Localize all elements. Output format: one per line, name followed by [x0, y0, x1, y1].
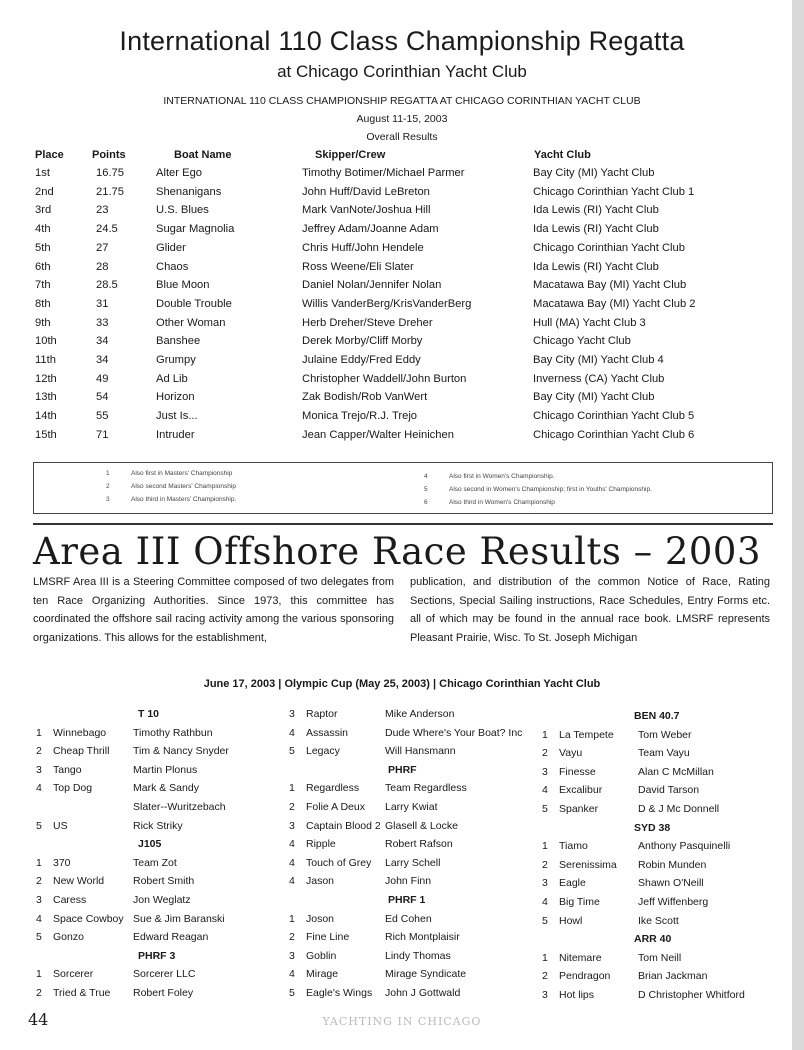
place-cell: 4th	[35, 223, 51, 236]
club-cell: Ida Lewis (RI) Yacht Club	[533, 223, 659, 236]
event-dates: August 11-15, 2003	[356, 113, 448, 125]
footnote-text: Also third in Women's Championship	[449, 499, 555, 506]
club-cell: Bay City (MI) Yacht Club	[533, 391, 655, 404]
club-cell: Chicago Corinthian Yacht Club 5	[533, 410, 695, 423]
place: 2	[36, 875, 42, 888]
place: 3	[542, 989, 548, 1001]
club-cell: Chicago Corinthian Yacht Club 1	[533, 185, 695, 198]
place: 4	[542, 784, 548, 797]
place: 4	[542, 896, 548, 908]
page-title: International 110 Class Championship Regatta	[119, 26, 685, 56]
skipper-name: Brian Jackman	[638, 970, 708, 983]
boat-cell: Sugar Magnolia	[156, 223, 235, 236]
table-row	[0, 279, 804, 297]
place: 5	[36, 931, 42, 944]
footnote-text: Also first in Masters' Championship	[131, 470, 233, 477]
club-cell: Macatawa Bay (MI) Yacht Club	[533, 279, 687, 292]
result-row	[0, 708, 800, 726]
boat-name: Jason	[306, 875, 335, 888]
boat-name: Folie A Deux	[306, 801, 365, 813]
result-row	[0, 989, 800, 1007]
table-row	[0, 373, 804, 391]
result-row	[0, 726, 800, 747]
skipper-name: Larry Kwiat	[385, 801, 438, 813]
page-subtitle: at Chicago Corinthian Yacht Club	[277, 62, 527, 81]
boat-cell: Just Is...	[156, 410, 198, 423]
boat-name: Legacy	[306, 745, 340, 758]
footnote-text: Also first in Women's Championship.	[449, 473, 555, 480]
place: 5	[542, 914, 548, 927]
intro-paragraph-right: publication, and distribution of the common Notice of Race, Rating Sections, Special Sailing instructions, Race Schedules, Entry Forms etc. all of which may be found in the annual race book. LMSRF represents Pleasant Prairie, Wisc. To St. Joseph Michigan	[410, 576, 770, 644]
skipper-name: Anthony Pasquinelli	[638, 840, 731, 853]
boat-name: Sorcerer	[53, 968, 94, 981]
boat-name: Mirage	[306, 968, 339, 981]
skipper-cell: Julaine Eddy/Fred Eddy	[302, 354, 421, 366]
skipper-name: D Christopher Whitford	[638, 989, 745, 1001]
skipper-name: Ike Scott	[638, 914, 679, 927]
points-cell: 49	[96, 372, 109, 385]
footnote-num: 5	[424, 486, 428, 493]
col-header-boat: Boat Name	[174, 149, 232, 161]
place: 2	[542, 747, 548, 760]
race-heading: June 17, 2003 | Olympic Cup (May 25, 2003) | Chicago Corinthian Yacht Club	[203, 678, 601, 690]
place: 2	[542, 970, 548, 983]
table-row	[0, 167, 804, 185]
boat-name: New World	[53, 875, 105, 888]
table-row	[0, 429, 804, 447]
boat-cell: Double Trouble	[156, 297, 232, 310]
place: 4	[36, 912, 42, 925]
place: 2	[289, 801, 295, 813]
skipper-cell: Ross Weene/Eli Slater	[302, 260, 414, 273]
skipper-cell: Timothy Botimer/Michael Parmer	[302, 167, 465, 179]
place: 4	[36, 782, 42, 795]
boat-name: Captain Blood 2	[306, 819, 381, 832]
place-cell: 8th	[35, 297, 51, 310]
club-cell: Inverness (CA) Yacht Club	[533, 372, 665, 385]
skipper-name: Robert Rafson	[385, 838, 453, 851]
place: 2	[36, 745, 42, 758]
skipper-name: Sorcerer LLC	[133, 968, 196, 981]
points-cell: 34	[96, 335, 109, 348]
skipper-name: Mirage Syndicate	[385, 968, 467, 981]
points-cell: 55	[96, 410, 109, 423]
section-title: Area III Offshore Race Results – 2003	[33, 530, 761, 573]
place: 3	[289, 708, 295, 720]
skipper-cell: Monica Trejo/R.J. Trejo	[302, 410, 418, 423]
place: 3	[289, 949, 295, 962]
table-row	[0, 204, 804, 222]
place: 3	[542, 877, 548, 890]
place: 1	[542, 728, 548, 741]
place: 1	[36, 726, 42, 739]
table-row	[0, 317, 804, 335]
place: 1	[542, 951, 548, 964]
result-row	[0, 931, 800, 949]
skipper-cell: Christopher Waddell/John Burton	[302, 372, 467, 385]
overall-results-label: Overall Results	[366, 131, 438, 143]
class-heading: SYD 38	[634, 821, 671, 834]
skipper-cell: John Huff/David LeBreton	[302, 185, 430, 198]
skipper-name: Tom Weber	[638, 728, 692, 741]
place-cell: 6th	[35, 260, 51, 273]
boat-name: Nitemare	[559, 951, 602, 964]
result-row	[0, 912, 800, 933]
points-cell: 28	[96, 260, 109, 273]
boat-name: Spanker	[559, 803, 599, 815]
points-cell: 71	[96, 428, 109, 441]
place: 3	[36, 763, 42, 776]
boat-cell: Chaos	[156, 260, 189, 273]
boat-cell: Glider	[156, 241, 186, 254]
result-row	[0, 784, 800, 802]
skipper-name: Edward Reagan	[133, 931, 209, 944]
boat-name: Touch of Grey	[306, 856, 372, 869]
boat-name: La Tempete	[559, 728, 614, 741]
boat-name: Hot lips	[559, 989, 595, 1001]
skipper-name: Glasell & Locke	[385, 819, 458, 832]
result-row	[0, 877, 800, 895]
result-row	[0, 803, 800, 821]
class-heading: T 10	[138, 708, 160, 720]
place: 2	[289, 931, 295, 944]
place: 1	[36, 856, 42, 869]
class-heading: PHRF 1	[388, 894, 426, 906]
boat-name: Space Cowboy	[53, 912, 124, 925]
skipper-name: Mark & Sandy	[133, 782, 199, 795]
boat-name: Eagle	[559, 877, 586, 890]
boat-name: Joson	[306, 912, 335, 925]
table-row	[0, 242, 804, 260]
points-cell: 54	[96, 391, 109, 404]
skipper-name: Larry Schell	[385, 856, 441, 869]
boat-cell: Other Woman	[156, 316, 226, 329]
class-heading: PHRF 3	[138, 949, 176, 962]
place: 2	[542, 858, 548, 871]
points-cell: 21.75	[96, 185, 124, 198]
place-cell: 10th	[35, 335, 57, 348]
place-cell: 12th	[35, 372, 57, 385]
skipper-name: Tim & Nancy Snyder	[133, 745, 229, 758]
place-cell: 15th	[35, 428, 57, 441]
boat-name: Assassin	[306, 726, 349, 739]
place-cell: 1st	[35, 167, 50, 179]
result-row	[0, 896, 800, 914]
boat-name: Fine Line	[306, 931, 350, 944]
points-cell: 16.75	[96, 167, 124, 179]
boat-name: Finesse	[559, 765, 596, 778]
skipper-name: Sue & Jim Baranski	[133, 912, 225, 925]
club-cell: Hull (MA) Yacht Club 3	[533, 316, 646, 329]
table-row	[0, 410, 804, 428]
footnote-text: Also third in Masters' Championship.	[131, 496, 237, 503]
boat-name: Ripple	[306, 838, 336, 851]
points-cell: 23	[96, 204, 109, 217]
place: 2	[36, 987, 42, 999]
place: 4	[289, 968, 295, 981]
skipper-cell: Derek Morby/Cliff Morby	[302, 335, 423, 348]
result-row	[0, 763, 800, 784]
result-row	[0, 856, 800, 877]
table-row	[0, 261, 804, 279]
skipper-name: Robert Foley	[133, 987, 194, 999]
result-row	[0, 840, 800, 858]
skipper-name: Martin Plonus	[133, 763, 198, 776]
skipper-name: John J Gottwald	[385, 987, 461, 999]
footnote-text: Also second in Women's Championship; first in Youths' Championship.	[449, 486, 652, 493]
place-cell: 14th	[35, 410, 57, 423]
skipper-cell: Jeffrey Adam/Joanne Adam	[302, 223, 439, 236]
col-header-place: Place	[35, 149, 64, 161]
boat-name: Tried & True	[53, 987, 111, 999]
club-cell: Chicago Corinthian Yacht Club 6	[533, 428, 695, 441]
class-heading: J105	[138, 838, 162, 851]
footnote-num: 3	[106, 496, 110, 503]
place-cell: 9th	[35, 316, 51, 329]
skipper-cell: Zak Bodish/Rob VanWert	[302, 391, 428, 404]
result-row	[0, 820, 800, 838]
intro-paragraph-left: LMSRF Area III is a Steering Committee composed of two delegates from ten Race Organizing Authorities. Since 1973, this committee has coordinated the offshore sail racing activity among the various sponsoring organizations. This allows for the establishment,	[33, 576, 394, 644]
place-cell: 7th	[35, 279, 51, 292]
skipper-name: David Tarson	[638, 784, 700, 797]
boat-name: Goblin	[306, 949, 337, 962]
points-cell: 28.5	[96, 279, 118, 292]
boat-name: Top Dog	[53, 782, 93, 795]
boat-name: Winnebago	[53, 726, 107, 739]
boat-name: 370	[53, 856, 71, 869]
footnote-num: 2	[106, 483, 110, 490]
skipper-name: Robin Munden	[638, 858, 707, 871]
skipper-name: John Finn	[385, 875, 432, 888]
footnote-num: 1	[106, 470, 110, 477]
skipper-name: Shawn O'Neill	[638, 877, 704, 890]
footnote-num: 4	[424, 473, 428, 480]
class-heading: BEN 40.7	[634, 710, 680, 722]
result-row	[0, 747, 800, 765]
place: 5	[36, 819, 42, 832]
club-cell: Chicago Corinthian Yacht Club	[533, 241, 685, 254]
table-row	[0, 354, 804, 372]
class-heading: PHRF	[388, 763, 417, 776]
boat-name: Serenissima	[559, 858, 617, 871]
skipper-name: Dude Where's Your Boat? Inc	[385, 726, 523, 739]
skipper-name: Tom Neill	[638, 951, 682, 964]
skipper-name: Jeff Wiffenberg	[638, 896, 709, 908]
skipper-name: Alan C McMillan	[638, 765, 714, 778]
club-cell: Bay City (MI) Yacht Club 4	[533, 354, 664, 366]
boat-name: Caress	[53, 894, 87, 906]
boat-name: Excalibur	[559, 784, 603, 797]
skipper-name: Rich Montplaisir	[385, 931, 460, 944]
points-cell: 27	[96, 241, 109, 254]
boat-cell: Grumpy	[156, 354, 196, 366]
points-cell: 33	[96, 316, 109, 329]
place: 3	[289, 819, 295, 832]
class-heading: ARR 40	[634, 933, 672, 946]
skipper-name: Slater--Wuritzebach	[133, 801, 226, 813]
place: 1	[289, 782, 295, 795]
points-cell: 24.5	[96, 223, 118, 236]
place-cell: 11th	[35, 354, 56, 366]
place: 5	[542, 803, 548, 815]
place: 1	[289, 912, 295, 925]
skipper-cell: Jean Capper/Walter Heinichen	[302, 428, 454, 441]
club-cell: Macatawa Bay (MI) Yacht Club 2	[533, 297, 696, 310]
skipper-name: Team Regardless	[385, 782, 467, 795]
skipper-name: Ed Cohen	[385, 912, 432, 925]
result-row	[0, 970, 800, 988]
boat-cell: Blue Moon	[156, 279, 210, 292]
footnotes-box	[33, 462, 773, 514]
place: 4	[289, 856, 295, 869]
points-cell: 34	[96, 354, 109, 366]
place-cell: 13th	[35, 391, 57, 404]
col-header-points: Points	[92, 149, 126, 161]
place: 4	[289, 875, 295, 888]
place: 5	[289, 745, 295, 758]
boat-name: Tango	[53, 763, 82, 776]
boat-cell: Shenanigans	[156, 185, 222, 198]
skipper-name: Mike Anderson	[385, 708, 455, 720]
skipper-name: Jon Weglatz	[133, 894, 191, 906]
magazine-footer: YACHTING IN CHICAGO	[322, 1015, 482, 1028]
skipper-name: Team Vayu	[638, 747, 690, 760]
boat-cell: U.S. Blues	[156, 204, 209, 217]
boat-name: Regardless	[306, 782, 360, 795]
club-cell: Bay City (MI) Yacht Club	[533, 167, 655, 179]
boat-name: Howl	[559, 914, 583, 927]
skipper-cell: Herb Dreher/Steve Dreher	[302, 316, 433, 329]
place-cell: 3rd	[35, 204, 52, 217]
club-cell: Chicago Yacht Club	[533, 335, 631, 348]
boat-cell: Alter Ego	[156, 167, 203, 179]
skipper-name: Lindy Thomas	[385, 949, 451, 962]
place: 4	[289, 838, 295, 851]
skipper-name: Team Zot	[133, 856, 177, 869]
boat-name: Cheap Thrill	[53, 745, 110, 758]
boat-name: Pendragon	[559, 970, 611, 983]
boat-cell: Horizon	[156, 391, 195, 404]
boat-name: Raptor	[306, 708, 338, 720]
place: 3	[542, 765, 548, 778]
boat-name: Eagle's Wings	[306, 987, 373, 999]
boat-cell: Intruder	[156, 428, 195, 441]
skipper-name: Timothy Rathbun	[133, 726, 213, 739]
place: 1	[542, 840, 548, 853]
table-row	[0, 335, 804, 353]
skipper-name: Robert Smith	[133, 875, 195, 888]
table-row	[0, 186, 804, 204]
skipper-name: Rick Striky	[133, 819, 183, 832]
skipper-name: Will Hansmann	[385, 745, 456, 758]
points-cell: 31	[96, 297, 109, 310]
boat-name: Big Time	[559, 896, 600, 908]
club-cell: Ida Lewis (RI) Yacht Club	[533, 204, 659, 217]
boat-name: Vayu	[559, 747, 583, 760]
skipper-cell: Chris Huff/John Hendele	[302, 241, 424, 254]
place-cell: 5th	[35, 241, 51, 254]
col-header-club: Yacht Club	[534, 149, 591, 161]
skipper-cell: Daniel Nolan/Jennifer Nolan	[302, 279, 442, 292]
skipper-name: D & J Mc Donnell	[638, 803, 720, 815]
footnote-num: 6	[424, 499, 428, 506]
page-number: 44	[28, 1010, 49, 1029]
col-header-skipper: Skipper/Crew	[315, 149, 386, 161]
result-row	[0, 949, 800, 970]
skipper-cell: Mark VanNote/Joshua Hill	[302, 204, 431, 217]
boat-name: US	[53, 819, 68, 832]
section-divider	[33, 523, 773, 525]
table-row	[0, 223, 804, 241]
boat-cell: Ad Lib	[156, 372, 188, 385]
place: 4	[289, 726, 295, 739]
boat-name: Tiamo	[559, 840, 588, 853]
boat-name: Gonzo	[53, 931, 84, 944]
club-cell: Ida Lewis (RI) Yacht Club	[533, 260, 659, 273]
boat-cell: Banshee	[156, 335, 201, 348]
skipper-cell: Willis VanderBerg/KrisVanderBerg	[302, 297, 472, 310]
table-row	[0, 391, 804, 409]
caps-heading: INTERNATIONAL 110 CLASS CHAMPIONSHIP REGATTA AT CHICAGO CORINTHIAN YACHT CLUB	[163, 95, 641, 107]
place: 3	[36, 894, 42, 906]
place-cell: 2nd	[35, 185, 54, 198]
place: 1	[36, 968, 42, 981]
place: 5	[289, 987, 295, 999]
footnote-text: Also second Masters' Championship	[131, 483, 236, 490]
table-row	[0, 298, 804, 316]
